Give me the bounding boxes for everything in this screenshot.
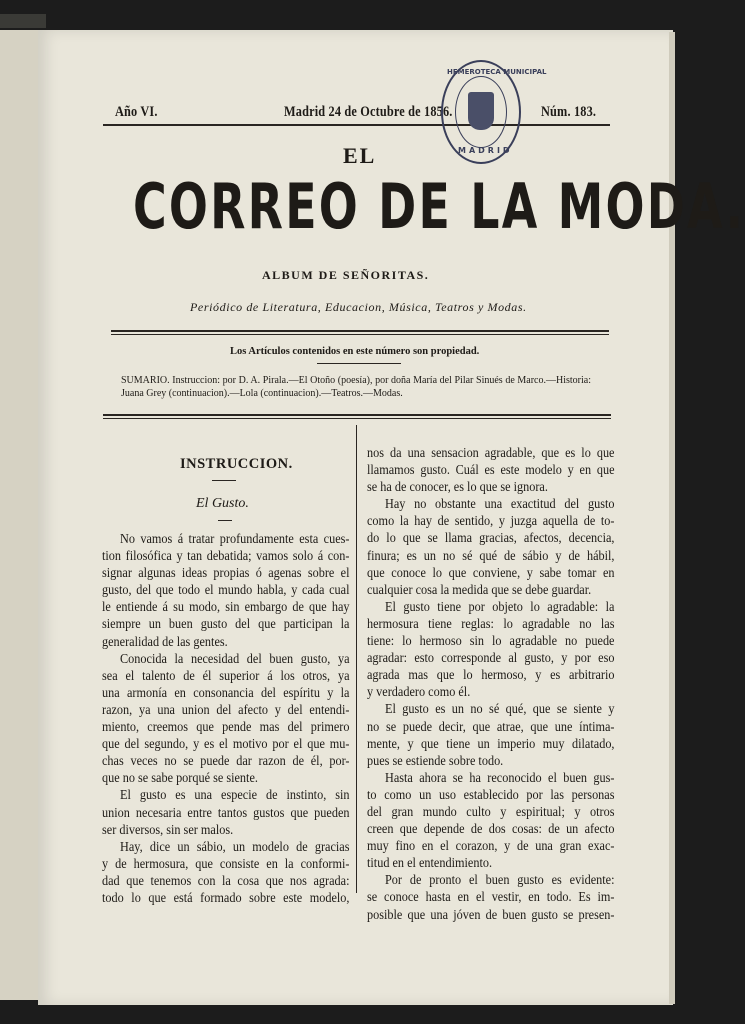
text-line: do lo que se llama gracias, afectos, decencia, xyxy=(367,530,615,546)
text-line: agrada mas que lo hermoso, y es arbitrario xyxy=(367,667,615,683)
text-line: mente, y que tiene un imperio muy dilatado, xyxy=(367,735,615,751)
text-line: le entiende á su modo, sin embargo de que hay xyxy=(102,599,350,615)
text-line: se ha de conocer, es lo que se ignora. xyxy=(367,479,548,495)
text-line: Hasta ahora se ha reconocido el buen gus- xyxy=(385,769,615,785)
section-title: INSTRUCCION. xyxy=(180,456,293,472)
text-line: generalidad de las gentes. xyxy=(102,633,228,649)
text-line: se conoce hasta en el vestir, en todo. Es im- xyxy=(367,889,615,905)
article-right-column xyxy=(367,444,615,923)
text-line: union necesaria entre tantos gustos que pueden xyxy=(102,804,350,820)
previous-page-edge xyxy=(0,30,41,1000)
text-line: tiene: lo hermoso sin lo agradable no puede xyxy=(367,633,615,649)
masthead-tagline: Periódico de Literatura, Educacion, Música, Teatros y Modas. xyxy=(190,300,527,314)
text-line: y verdadero como él. xyxy=(367,684,471,700)
text-line: gusto, del que todo el mundo habla, y cada cual xyxy=(102,582,350,598)
text-line: miento, creemos que pende mas del primero xyxy=(102,719,350,735)
text-line: to como un uso establecido por las personas xyxy=(367,786,615,802)
text-line: ser diversos, sin ser malos. xyxy=(102,821,234,837)
text-line: todo lo que está formado sobre este modelo, xyxy=(102,889,350,905)
binding-clip xyxy=(0,14,46,28)
text-line: titud en el entendimiento. xyxy=(367,855,493,871)
text-line: del gran mundo culto y espiritual; y otros xyxy=(367,803,615,819)
summary-rule-bottom xyxy=(103,418,611,419)
text-line: El gusto tiene por objeto lo agradable: la xyxy=(385,598,615,614)
notice-divider xyxy=(317,363,401,364)
text-line: agradar: esto corresponde al gusto, y por eso xyxy=(367,650,615,666)
text-line: El gusto es un no sé qué, que se siente y xyxy=(385,701,615,717)
text-line: muy fino en el corazon, y de una gran exac- xyxy=(367,838,615,854)
text-line: posible que una jóven de buen gusto se presen- xyxy=(367,906,615,922)
text-line: no se puede decir, que atrae, que une íntima- xyxy=(367,718,615,734)
text-line: una armonía en consonancia del espíritu y la xyxy=(102,684,350,700)
article-left-column xyxy=(102,530,350,906)
article-subtitle: El Gusto. xyxy=(196,496,249,511)
text-line: que del segundo, y es el motivo por el que mu- xyxy=(102,736,350,752)
text-line: Por de pronto el buen gusto es evidente: xyxy=(385,872,615,888)
masthead-subtitle: ALBUM DE SEÑORITAS. xyxy=(262,268,430,282)
text-line: y de hermosura, que consiste en la conformi- xyxy=(102,855,350,871)
text-line: Conocida la necesidad del buen gusto, ya xyxy=(120,650,350,666)
text-line: que conoce lo que conviene, y sabe tomar en xyxy=(367,564,615,580)
text-line: hermosura tiene reglas: lo agradable no las xyxy=(367,615,615,631)
text-line: siempre un buen gusto del que participan la xyxy=(102,616,350,632)
text-line: El gusto es una especie de instinto, sin xyxy=(120,787,350,803)
text-line: llamamos gusto. Cuál es este modelo y en que xyxy=(367,462,615,478)
masthead-rule-bottom xyxy=(111,334,609,335)
text-line: creen que depende de dos cosas: de un afecto xyxy=(367,821,615,837)
text-line: nos da una sensacion agradable, que es lo que xyxy=(367,445,615,460)
text-line: como la hay de sentido, y juzga aquella de to- xyxy=(367,513,615,529)
text-line: signar algunas ideas propias ó agenas sobre el xyxy=(102,565,350,581)
stamp-top-text: HEMEROTECA MUNICIPAL xyxy=(447,68,547,76)
subtitle-divider xyxy=(218,520,232,521)
text-line: chas veces no se puede dar razon de él, por- xyxy=(102,753,350,769)
text-line: finura; es un no sé qué de sábio y de hábil, xyxy=(367,547,615,563)
text-line: No vamos á tratar profundamente esta cues- xyxy=(120,531,350,546)
issue-date: Madrid 24 de Octubre de 1856. xyxy=(284,104,453,120)
text-line: sea el talento de él superior á los otros, ya xyxy=(102,667,350,683)
section-title-divider xyxy=(212,480,236,481)
text-line: que no se sabe porqué se siente. xyxy=(102,770,258,786)
text-line: pues se estiende sobre todo. xyxy=(367,752,504,768)
masthead-rule-top xyxy=(111,330,609,332)
text-line: tion filosófica y tan debatida; vamos solo á con- xyxy=(102,548,350,564)
summary: SUMARIO. Instruccion: por D. A. Pirala.—El Otoño (poesía), por doña María del Pilar Sinués de Marco.—Historia: Juana Grey (continuacion).—Lola (continuacion).—Teatros.—Modas. xyxy=(121,375,591,399)
text-line: cualquier cosa la medida que se debe guardar. xyxy=(367,581,592,597)
masthead-article: EL xyxy=(343,143,377,168)
masthead-title: CORREO DE LA MODA. xyxy=(133,170,745,243)
stamp-bottom-text: MADRID xyxy=(458,146,513,155)
summary-rule-top xyxy=(103,414,611,416)
text-line: razon, ya una union del afecto y del entendi- xyxy=(102,701,350,717)
text-line: Hay no obstante una exactitud del gusto xyxy=(385,496,615,512)
text-line: dad que tenemos con la cosa que nos agrada: xyxy=(102,872,350,888)
coat-of-arms-icon xyxy=(468,92,494,130)
issue-number: Núm. 183. xyxy=(541,104,597,120)
column-divider xyxy=(356,425,357,893)
text-line: Hay, dice un sábio, un modelo de gracias xyxy=(120,838,350,854)
issue-year: Año VI. xyxy=(115,104,158,120)
property-notice: Los Artículos contenidos en este número son propiedad. xyxy=(230,346,480,357)
header-rule xyxy=(103,124,610,126)
